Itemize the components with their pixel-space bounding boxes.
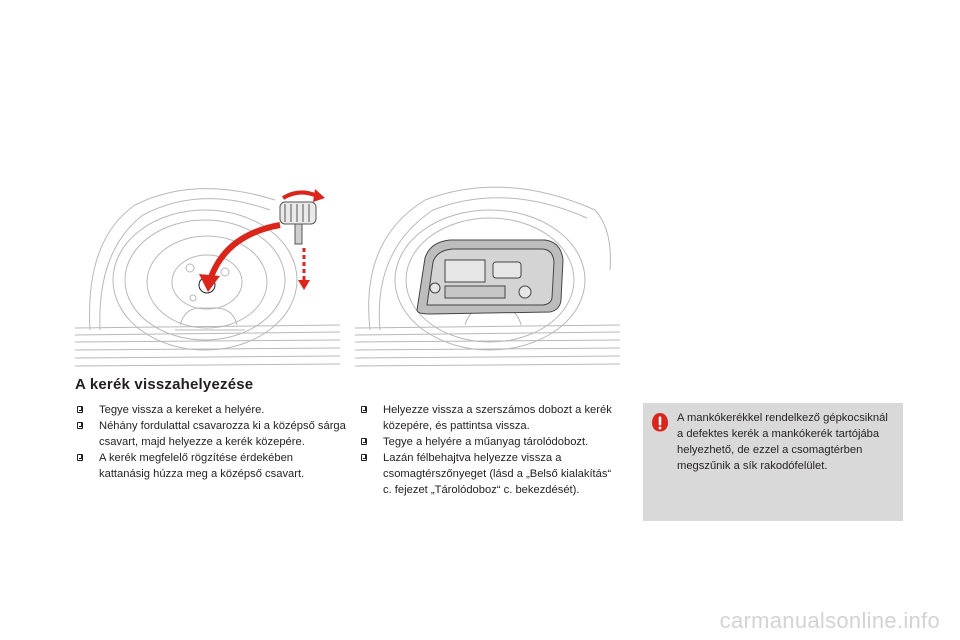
step-text: Tegye a helyére a műanyag tárolódobozt.: [383, 436, 589, 448]
spare-wheel-refit-illustration: [75, 180, 340, 370]
warning-box: [643, 403, 903, 521]
steps-list-left: [75, 402, 347, 482]
step-text: A kerék megfelelő rögzítése érdekében kattanásig húzza meg a középső csavart.: [99, 452, 305, 480]
list-item: [359, 434, 621, 450]
exclamation-warning-icon: [651, 412, 669, 432]
checkbox-bullet-icon: [361, 406, 367, 413]
checkbox-bullet-icon: [77, 406, 83, 413]
section-title: A kerék visszahelyezése: [75, 376, 254, 393]
watermark: carmanualsonline.info: [719, 608, 940, 633]
step-text: Lazán félbehajtva helyezze vissza a csomagtérszőnyeget (lásd a „Belső kialakítás“ c. fejezet „Tárolódoboz“ c. bekezdését).: [383, 452, 612, 496]
toolbox-refit-illustration: [355, 180, 620, 370]
steps-list-right: [359, 402, 621, 498]
step-text: Néhány fordulattal csavarozza ki a középső sárga csavart, majd helyezze a kerék közepére.: [99, 420, 346, 448]
checkbox-bullet-icon: [77, 454, 83, 461]
checkbox-bullet-icon: [361, 438, 367, 445]
list-item: [75, 450, 347, 482]
list-item: [359, 402, 621, 434]
warning-text: A mankókerékkel rendelkező gépkocsiknál a defektes kerék a mankókerék tartójába helyezhető, de ezzel a csomagtérben megszűnik a sík rakodófelület.: [677, 412, 888, 472]
list-item: [359, 450, 621, 498]
list-item: [75, 402, 347, 418]
list-item: [75, 418, 347, 450]
checkbox-bullet-icon: [77, 422, 83, 429]
checkbox-bullet-icon: [361, 454, 367, 461]
step-text: Helyezze vissza a szerszámos dobozt a kerék közepére, és pattintsa vissza.: [383, 404, 612, 432]
step-text: Tegye vissza a kereket a helyére.: [99, 404, 265, 416]
